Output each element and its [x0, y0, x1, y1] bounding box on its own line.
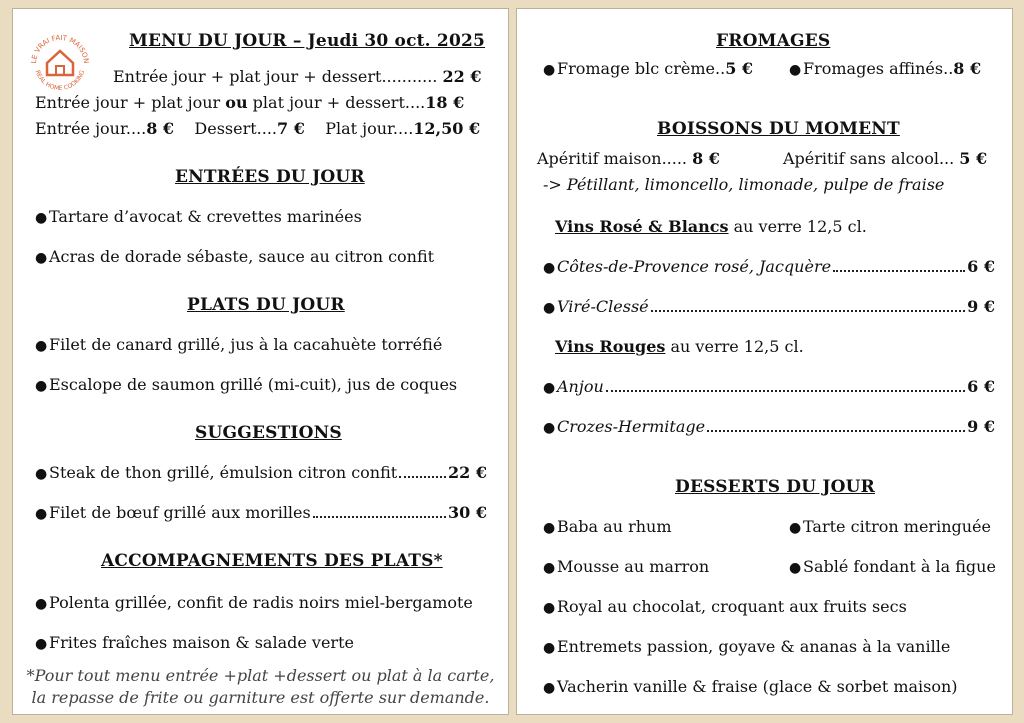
wine-item [543, 417, 995, 436]
formula-choice-label-a: Entrée jour + plat jour [35, 93, 226, 112]
single-dessert-label: Dessert.... [194, 119, 278, 138]
fromage-label: Fromages affinés [803, 59, 944, 78]
desserts-title: DESSERTS DU JOUR [675, 477, 876, 497]
menu-right-page [516, 8, 1013, 715]
accompagnement-label: Polenta grillée, confit de radis noirs miel-bergamote [49, 593, 473, 612]
entree-item [35, 247, 434, 266]
formula-choice-price: 18 € [425, 93, 465, 112]
single-prices [35, 119, 480, 138]
bullet-icon: ● [543, 600, 556, 616]
single-plat-price: 12,50 € [413, 119, 481, 138]
wine-price: 9 € [967, 417, 995, 436]
dessert-label: Entremets passion, goyave & ananas à la vanille [557, 637, 951, 656]
plat-item-label: Filet de canard grillé, jus à la cacahuète torréfié [49, 335, 443, 354]
footnote [13, 665, 508, 709]
single-dessert-price: 7 € [277, 119, 305, 138]
bullet-icon: ● [35, 210, 48, 226]
footnote-line: *Pour tout menu entrée +plat +dessert ou plat à la carte, [26, 666, 495, 685]
aperitif-dots: ..... [661, 149, 687, 168]
rouges-size: au verre 12,5 cl. [670, 337, 804, 356]
entree-item-label: Acras de dorade sébaste, sauce au citron confit [49, 247, 435, 266]
entrees-title: ENTRÉES DU JOUR [175, 167, 365, 187]
rose-blancs-label: Vins Rosé & Blancs [555, 217, 729, 236]
fromage-item [789, 59, 981, 78]
plat-item [35, 375, 457, 394]
house-logo [27, 29, 93, 95]
wine-label: Viré-Clessé [557, 297, 649, 316]
bullet-icon: ● [543, 640, 556, 656]
dessert-label: Royal au chocolat, croquant aux fruits secs [557, 597, 907, 616]
suggestion-label: Steak de thon grillé, émulsion citron confit [49, 463, 398, 482]
bullet-icon: ● [543, 300, 556, 316]
aperitif-label: Apéritif sans alcool [783, 149, 939, 168]
bullet-icon: ● [35, 338, 48, 354]
dessert-label: Vacherin vanille & fraise (glace & sorbet maison) [557, 677, 958, 696]
bullet-icon: ● [789, 560, 802, 576]
suggestion-item [35, 503, 487, 522]
wine-label: Côtes-de-Provence rosé, Jacquère [557, 257, 832, 276]
entree-item-label: Tartare d’avocat & crevettes marinées [49, 207, 362, 226]
dot-leader [606, 390, 965, 392]
plat-item-label: Escalope de saumon grillé (mi-cuit), jus de coques [49, 375, 458, 394]
dessert-item [543, 557, 709, 576]
accompagnement-item [35, 593, 473, 612]
formula-full-label: Entrée jour + plat jour + dessert [113, 67, 382, 86]
suggestion-label: Filet de bœuf grillé aux morilles [49, 503, 311, 522]
footnote-line: la repasse de frite ou garniture est offerte sur demande. [31, 688, 490, 707]
bullet-icon: ● [543, 260, 556, 276]
aperitif-dots: ... [938, 149, 955, 168]
bullet-icon: ● [35, 506, 48, 522]
aperitif-maison [537, 149, 720, 168]
dot-leader [651, 310, 966, 312]
suggestion-price: 22 € [448, 463, 487, 482]
bullet-icon: ● [35, 250, 48, 266]
dot-leader [313, 516, 446, 518]
aperitif-label: Apéritif maison [537, 149, 662, 168]
fromage-dots: .. [943, 59, 954, 78]
bullet-icon: ● [543, 680, 556, 696]
dessert-item [543, 517, 672, 536]
formula-full-dots: ........... [381, 67, 438, 86]
dessert-label: Mousse au marron [557, 557, 710, 576]
suggestion-item [35, 463, 487, 482]
wine-price: 9 € [967, 297, 995, 316]
wine-label: Crozes-Hermitage [557, 417, 706, 436]
boissons-title: BOISSONS DU MOMENT [657, 119, 900, 139]
suggestion-price: 30 € [448, 503, 487, 522]
fromages-title: FROMAGES [716, 31, 831, 51]
bullet-icon: ● [543, 420, 556, 436]
bullet-icon: ● [35, 378, 48, 394]
accompagnements-title: ACCOMPAGNEMENTS DES PLATS* [101, 551, 443, 571]
rose-blancs-size: au verre 12,5 cl. [733, 217, 867, 236]
accompagnement-label: Frites fraîches maison & salade verte [49, 633, 354, 652]
dessert-item [543, 597, 907, 616]
formula-choice [35, 93, 464, 112]
dessert-item [543, 637, 950, 656]
formula-choice-ou: ou [225, 93, 248, 112]
single-entree-label: Entrée jour.... [35, 119, 147, 138]
bullet-icon: ● [543, 380, 556, 396]
single-plat-label: Plat jour.... [325, 119, 414, 138]
aperitif-detail-text: Pétillant, limoncello, limonade, pulpe de fraise [566, 175, 945, 194]
logo-bottom-text: REAL HOME COOKING [33, 69, 87, 93]
bullet-icon: ● [789, 62, 802, 78]
formula-full-price: 22 € [442, 67, 482, 86]
plat-item [35, 335, 442, 354]
dessert-item [789, 517, 991, 536]
menu-title: MENU DU JOUR – Jeudi 30 oct. 2025 [129, 31, 486, 51]
rouges-label: Vins Rouges [555, 337, 666, 356]
formula-choice-label-b: plat jour + dessert [247, 93, 405, 112]
dot-leader [707, 430, 965, 432]
aperitif-detail [543, 175, 944, 194]
plats-title: PLATS DU JOUR [187, 295, 345, 315]
dot-leader [399, 476, 446, 478]
bullet-icon: ● [543, 62, 556, 78]
dessert-item [543, 677, 958, 696]
bullet-icon: ● [789, 520, 802, 536]
rouges-heading [555, 337, 804, 356]
wine-price: 6 € [967, 377, 995, 396]
rose-blancs-heading [555, 217, 867, 236]
fromage-price: 8 € [953, 59, 982, 78]
bullet-icon: ● [35, 596, 48, 612]
bullet-icon: ● [543, 520, 556, 536]
dessert-item [789, 557, 996, 576]
formula-choice-dots: .... [404, 93, 426, 112]
bullet-icon: ● [543, 560, 556, 576]
dot-leader [833, 270, 965, 272]
aperitif-sans-alcool [783, 149, 987, 168]
single-entree-price: 8 € [146, 119, 175, 138]
aperitif-price: 5 € [959, 149, 988, 168]
arrow-icon: -> [543, 175, 562, 194]
wine-label: Anjou [557, 377, 604, 396]
formula-full [113, 67, 481, 86]
wine-item [543, 257, 995, 276]
dessert-label: Sablé fondant à la figue [803, 557, 996, 576]
fromage-label: Fromage blc crème [557, 59, 716, 78]
dessert-label: Baba au rhum [557, 517, 672, 536]
fromage-price: 5 € [725, 59, 754, 78]
suggestions-title: SUGGESTIONS [195, 423, 342, 443]
bullet-icon: ● [35, 636, 48, 652]
aperitif-price: 8 € [692, 149, 720, 168]
menu-left-page [12, 8, 509, 715]
wine-item [543, 377, 995, 396]
entree-item [35, 207, 362, 226]
fromage-dots: .. [715, 59, 726, 78]
accompagnement-item [35, 633, 354, 652]
dessert-label: Tarte citron meringuée [803, 517, 991, 536]
wine-item [543, 297, 995, 316]
wine-price: 6 € [967, 257, 995, 276]
fromage-item [543, 59, 753, 78]
logo-top-text: LE VRAI FAIT MAISON [29, 33, 91, 64]
bullet-icon: ● [35, 466, 48, 482]
